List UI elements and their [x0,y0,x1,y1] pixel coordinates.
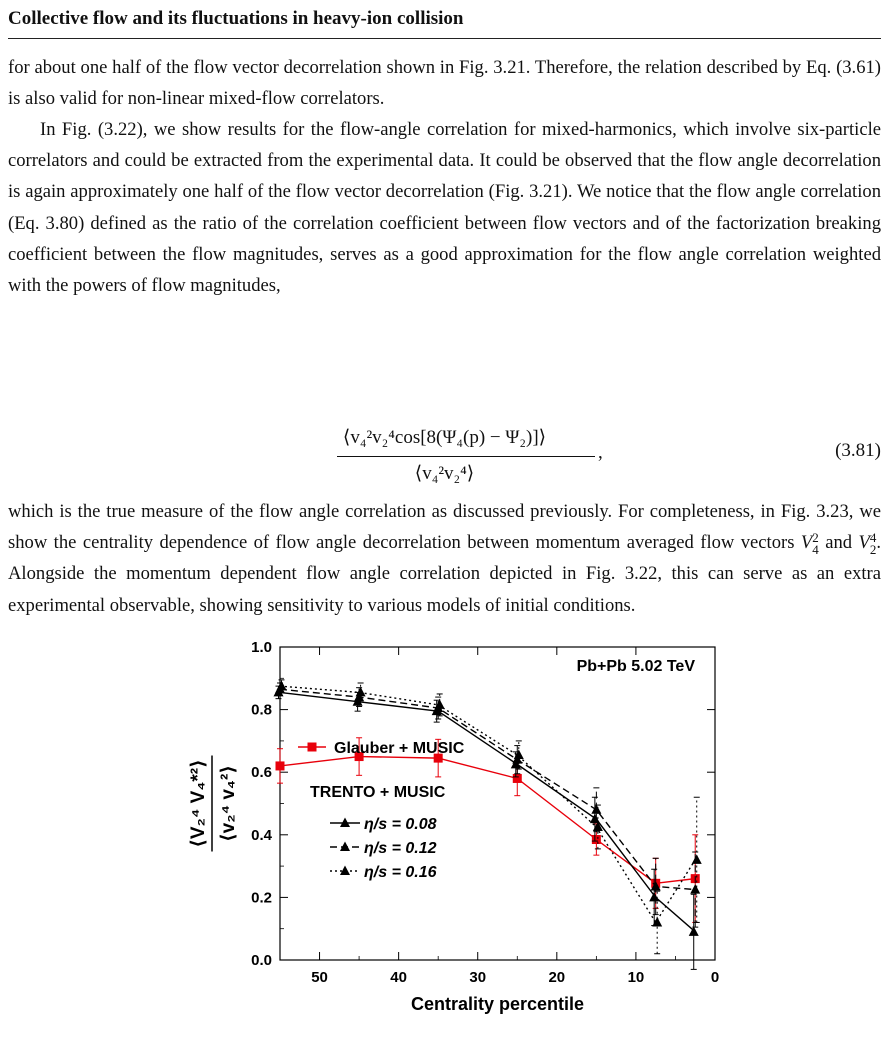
y-tick-label: 0.8 [251,701,272,719]
equation-comma: , [598,442,603,463]
v1-sup: 2 [812,530,819,546]
x-tick-label: 40 [390,969,407,986]
paragraph-1: for about one half of the flow vector decorrelation shown in Fig. 3.21. Therefore, the relation described by Eq. (3.61) is also valid for non-linear mixed-flow correlators. [8,57,881,110]
legend-group-title: TRENTO + MUSIC [310,784,446,801]
legend-marker-glauber [308,743,317,752]
centrality-plot [150,615,750,1035]
series-line-0 [280,757,695,884]
legend-marker-3 [340,866,350,876]
x-tick-label: 0 [710,969,720,986]
x-axis-label: Centrality percentile [410,994,585,1014]
paragraph-3 [8,496,881,621]
legend-label-1: η/s = 0.08 [364,816,437,833]
fraction-bar [337,456,595,457]
equation-number: (3.81) [835,440,881,461]
legend-label-2: η/s = 0.12 [364,840,437,857]
paragraph-3-and: and [818,532,859,554]
x-tick-label: 10 [627,969,645,986]
legend-label-3: η/s = 0.16 [364,864,437,881]
y-axis-label-denominator: ⟨v₂⁴ v₄²⟩ [218,764,239,843]
v1-sub: 4 [812,541,819,557]
chart-annotation: Pb+Pb 5.02 TeV [576,658,695,675]
y-tick-label: 0.6 [251,764,272,782]
equation-numerator: ⟨v₄²v₂⁴cos[8(Ψ₄(p) − Ψ₂)]⟩ [342,427,547,448]
v2-symbol: V [858,532,870,554]
y-tick-label: 0.2 [251,889,272,907]
x-tick-label: 20 [548,969,566,986]
y-axis-label [188,756,239,852]
equation-3-81 [0,418,889,488]
series-line-3 [280,686,695,922]
y-axis-label-numerator: ⟨V₂⁴ V₄*²⟩ [188,759,209,848]
header-rule [8,38,881,39]
flow-vector-v4-squared [800,530,819,557]
equation-denominator: ⟨v₄²v₂⁴⟩ [414,463,475,484]
x-tick-label: 50 [311,969,328,986]
paragraph-3-part-a: which is the true measure of the flow angle correlation as discussed previously. For completeness, in Fig. 3.23, we show the centrality dependence of flow angle decorrelation between momentum averaged flow vectors [8,501,881,554]
paragraph-3-part-b: . Alongside the momentum dependent flow angle correlation depicted in Fig. 3.22, this can serve as an extra experimental observable, showing sensitivity to various models of initial conditions. [8,532,881,616]
legend-marker-2 [340,842,350,852]
v2-sup: 4 [869,530,877,546]
y-tick-label: 0.0 [251,952,272,969]
data-point-square [276,761,285,770]
data-point-triangle [690,884,700,894]
data-point-triangle [692,854,702,864]
data-point-square [592,835,601,844]
v2-sub: 2 [869,541,877,557]
y-tick-label: 0.4 [251,826,272,844]
data-point-triangle [277,681,287,691]
series-line-1 [280,692,695,931]
flow-vector-v2-fourth [858,530,877,557]
legend-label-glauber: Glauber + MUSIC [334,740,465,757]
legend-marker-1 [340,818,350,828]
data-point-triangle [356,687,366,697]
paragraph-2: In Fig. (3.22), we show results for the flow-angle correlation for mixed-harmonics, which involve six-particle correlators and could be extracted from the experimental data. It could be observed that the flow angle decorrelation is again approximately one half of the flow vector decorrelation (Fig. 3.21). We notice that the flow angle correlation (Eq. 3.80) defined as the ratio of the correlation coefficient between flow vectors and of the factorization breaking coefficient between the flow magnitudes, serves as a good approximation for the flow angle correlation weighted with the powers of flow magnitudes, [8,119,881,297]
data-point-square [513,774,522,783]
running-header: Collective flow and its fluctuations in heavy-ion collision [8,8,464,29]
figure-3-23 [150,615,750,1035]
x-tick-label: 30 [469,969,487,986]
data-point-triangle [591,804,601,814]
v1-symbol: V [800,532,813,554]
y-tick-label: 1.0 [251,639,272,656]
